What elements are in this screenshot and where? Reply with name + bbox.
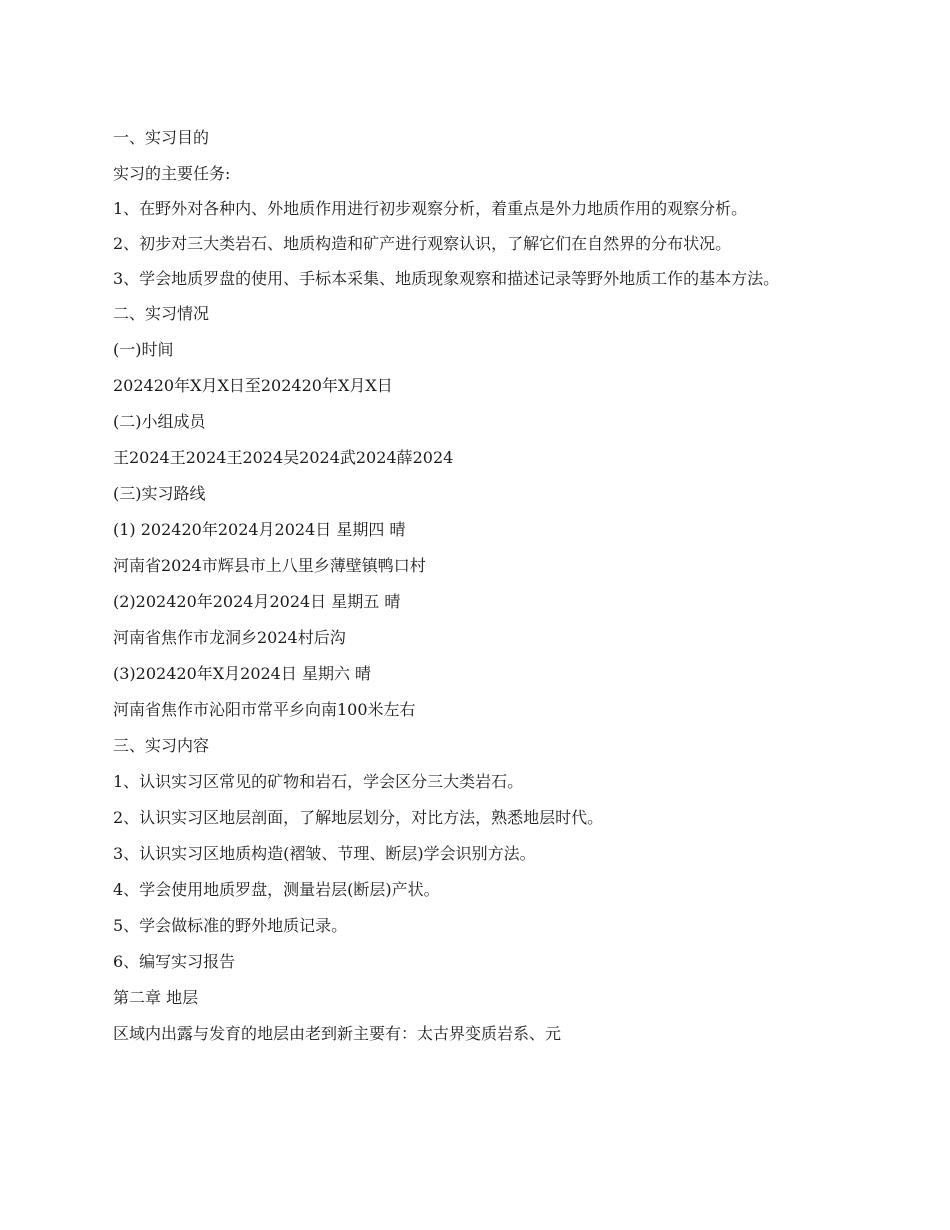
list-item: 6、编写实习报告 bbox=[113, 952, 236, 971]
list-item: 2、认识实习区地层剖面，了解地层划分，对比方法，熟悉地层时代。 bbox=[113, 808, 604, 827]
paragraph: 实习的主要任务: bbox=[113, 164, 231, 183]
list-item: 1、在野外对各种内、外地质作用进行初步观察分析，着重点是外力地质作用的观察分析。 bbox=[113, 199, 748, 218]
route-location: 河南省焦作市龙洞乡2024村后沟 bbox=[113, 628, 346, 647]
route-location: 河南省焦作市沁阳市常平乡向南100米左右 bbox=[113, 700, 416, 719]
route-date: (1) 202420年2024月2024日 星期四 晴 bbox=[113, 520, 406, 539]
list-item: 4、学会使用地质罗盘，测量岩层(断层)产状。 bbox=[113, 880, 440, 899]
list-item: 3、认识实习区地质构造(褶皱、节理、断层)学会识别方法。 bbox=[113, 844, 536, 863]
chapter-heading: 第二章 地层 bbox=[113, 988, 199, 1007]
route-date: (2)202420年2024月2024日 星期五 晴 bbox=[113, 592, 401, 611]
heading-situation: 二、实习情况 bbox=[113, 304, 210, 323]
paragraph: 王2024王2024王2024吴2024武2024薛2024 bbox=[113, 448, 454, 467]
list-item: 1、认识实习区常见的矿物和岩石，学会区分三大类岩石。 bbox=[113, 772, 524, 791]
heading-content: 三、实习内容 bbox=[113, 736, 210, 755]
paragraph: 区域内出露与发育的地层由老到新主要有：太古界变质岩系、元 bbox=[113, 1024, 562, 1043]
subheading-route: (三)实习路线 bbox=[113, 484, 206, 503]
paragraph: 202420年X月X日至202420年X月X日 bbox=[113, 376, 393, 395]
document-page bbox=[113, 126, 838, 1058]
list-item: 2、初步对三大类岩石、地质构造和矿产进行观察认识，了解它们在自然界的分布状况。 bbox=[113, 234, 732, 253]
subheading-time: (一)时间 bbox=[113, 340, 174, 359]
list-item: 3、学会地质罗盘的使用、手标本采集、地质现象观察和描述记录等野外地质工作的基本方法。 bbox=[113, 269, 780, 288]
list-item: 5、学会做标准的野外地质记录。 bbox=[113, 916, 348, 935]
route-date: (3)202420年X月2024日 星期六 晴 bbox=[113, 664, 372, 683]
route-location: 河南省2024市辉县市上八里乡薄壁镇鸭口村 bbox=[113, 556, 426, 575]
subheading-members: (二)小组成员 bbox=[113, 412, 206, 431]
heading-purpose: 一、实习目的 bbox=[113, 128, 210, 147]
